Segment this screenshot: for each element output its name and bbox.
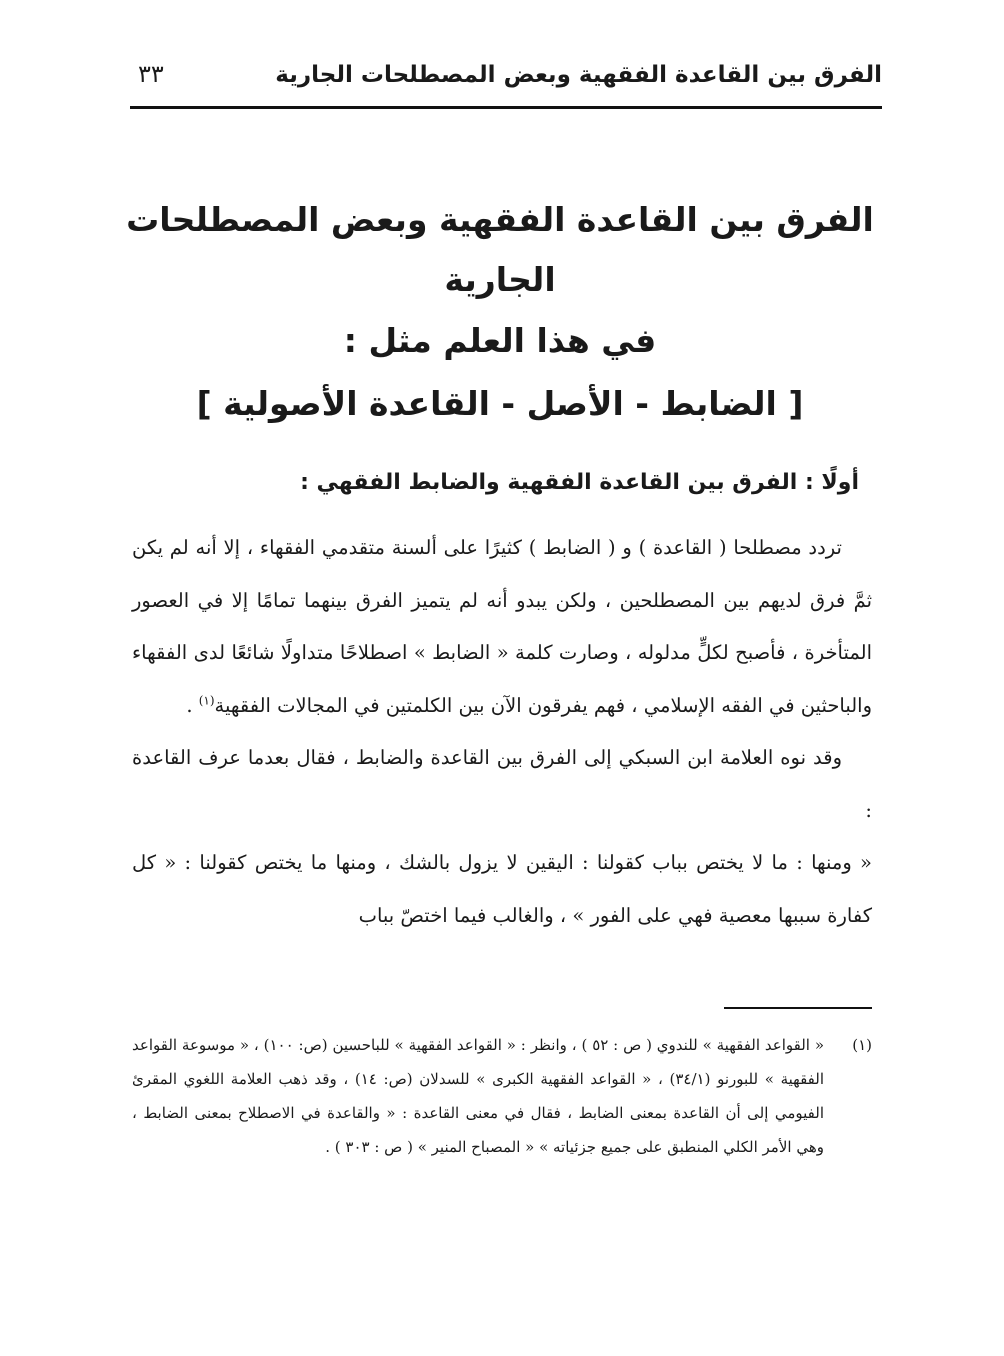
paragraph-1 [132, 522, 872, 732]
paragraph-1-text: تردد مصطلحا ( القاعدة ) و ( الضابط ) كثيرًا على ألسنة متقدمي الفقهاء ، إلا أنه لم يكن ثمَّ فرق لديهم بين المصطلحين ، ولكن يبدو أنه لم يتميز الفرق بينهما تمامًا إلا في العصور المتأخرة ، فأصبح لكلٍّ مدلوله ، وصارت كلمة « الضابط » اصطلاحًا متداولًا شائعًا لدى الفقهاء والباحثين في الفقه الإسلامي ، فهم يفرقون الآن بين الكلمتين في المجالات الفقهية [132, 536, 872, 717]
footnotes [132, 1028, 872, 1164]
body-text [132, 522, 872, 942]
running-header [130, 58, 882, 109]
chapter-title-line-3: في هذا العلم مثل : [343, 321, 657, 360]
paragraph-3: « ومنها : ما لا يختص بباب كقولنا : اليقين لا يزول بالشك ، ومنها ما يختص كقولنا : « كل كفارة سببها معصية فهي على الفور » ، والغالب فيما اختصّ بباب [132, 851, 872, 927]
paragraph-1-end: . [186, 693, 199, 717]
footnote-number: (١) [852, 1036, 872, 1054]
footnote-1 [132, 1028, 872, 1164]
chapter-title [120, 190, 880, 436]
chapter-title-line-2: الجارية [444, 260, 556, 299]
running-title: الفرق بين القاعدة الفقهية وبعض المصطلحات الجارية [275, 62, 882, 88]
chapter-title-line-1: الفرق بين القاعدة الفقهية وبعض المصطلحات [126, 200, 874, 239]
chapter-title-line-4: [ الضابط - الأصل - القاعدة الأصولية ] [196, 384, 804, 423]
page-number: ٣٣ [138, 60, 164, 88]
paragraph-2: وقد نوه العلامة ابن السبكي إلى الفرق بين القاعدة والضابط ، فقال بعدما عرف القاعدة : [132, 746, 872, 822]
section-heading: أولًا : الفرق بين القاعدة الفقهية والضابط الفقهي : [300, 470, 859, 495]
footnote-text: « القواعد الفقهية » للندوي ( ص : ٥٢ ) ، وانظر : « القواعد الفقهية » للباحسين (ص: ١٠٠) ، « موسوعة القواعد الفقهية » للبورنو (٣٤/١) ، « القواعد الفقهية الكبرى » للسدلان (ص: ١٤) ، وقد ذهب العلامة اللغوي المقرئ الفيومي إلى أن القاعدة بمعنى الضابط ، فقال في معنى القاعدة : « والقاعدة في الاصطلاح بمعنى الضابط ، وهي الأمر الكلي المنطبق على جميع جزئياته » « المصباح المنير » ( ص : ٣٠٣ ) . [132, 1036, 825, 1156]
footnote-ref-1[interactable]: (١) [198, 693, 215, 707]
footnote-separator [724, 1007, 872, 1009]
